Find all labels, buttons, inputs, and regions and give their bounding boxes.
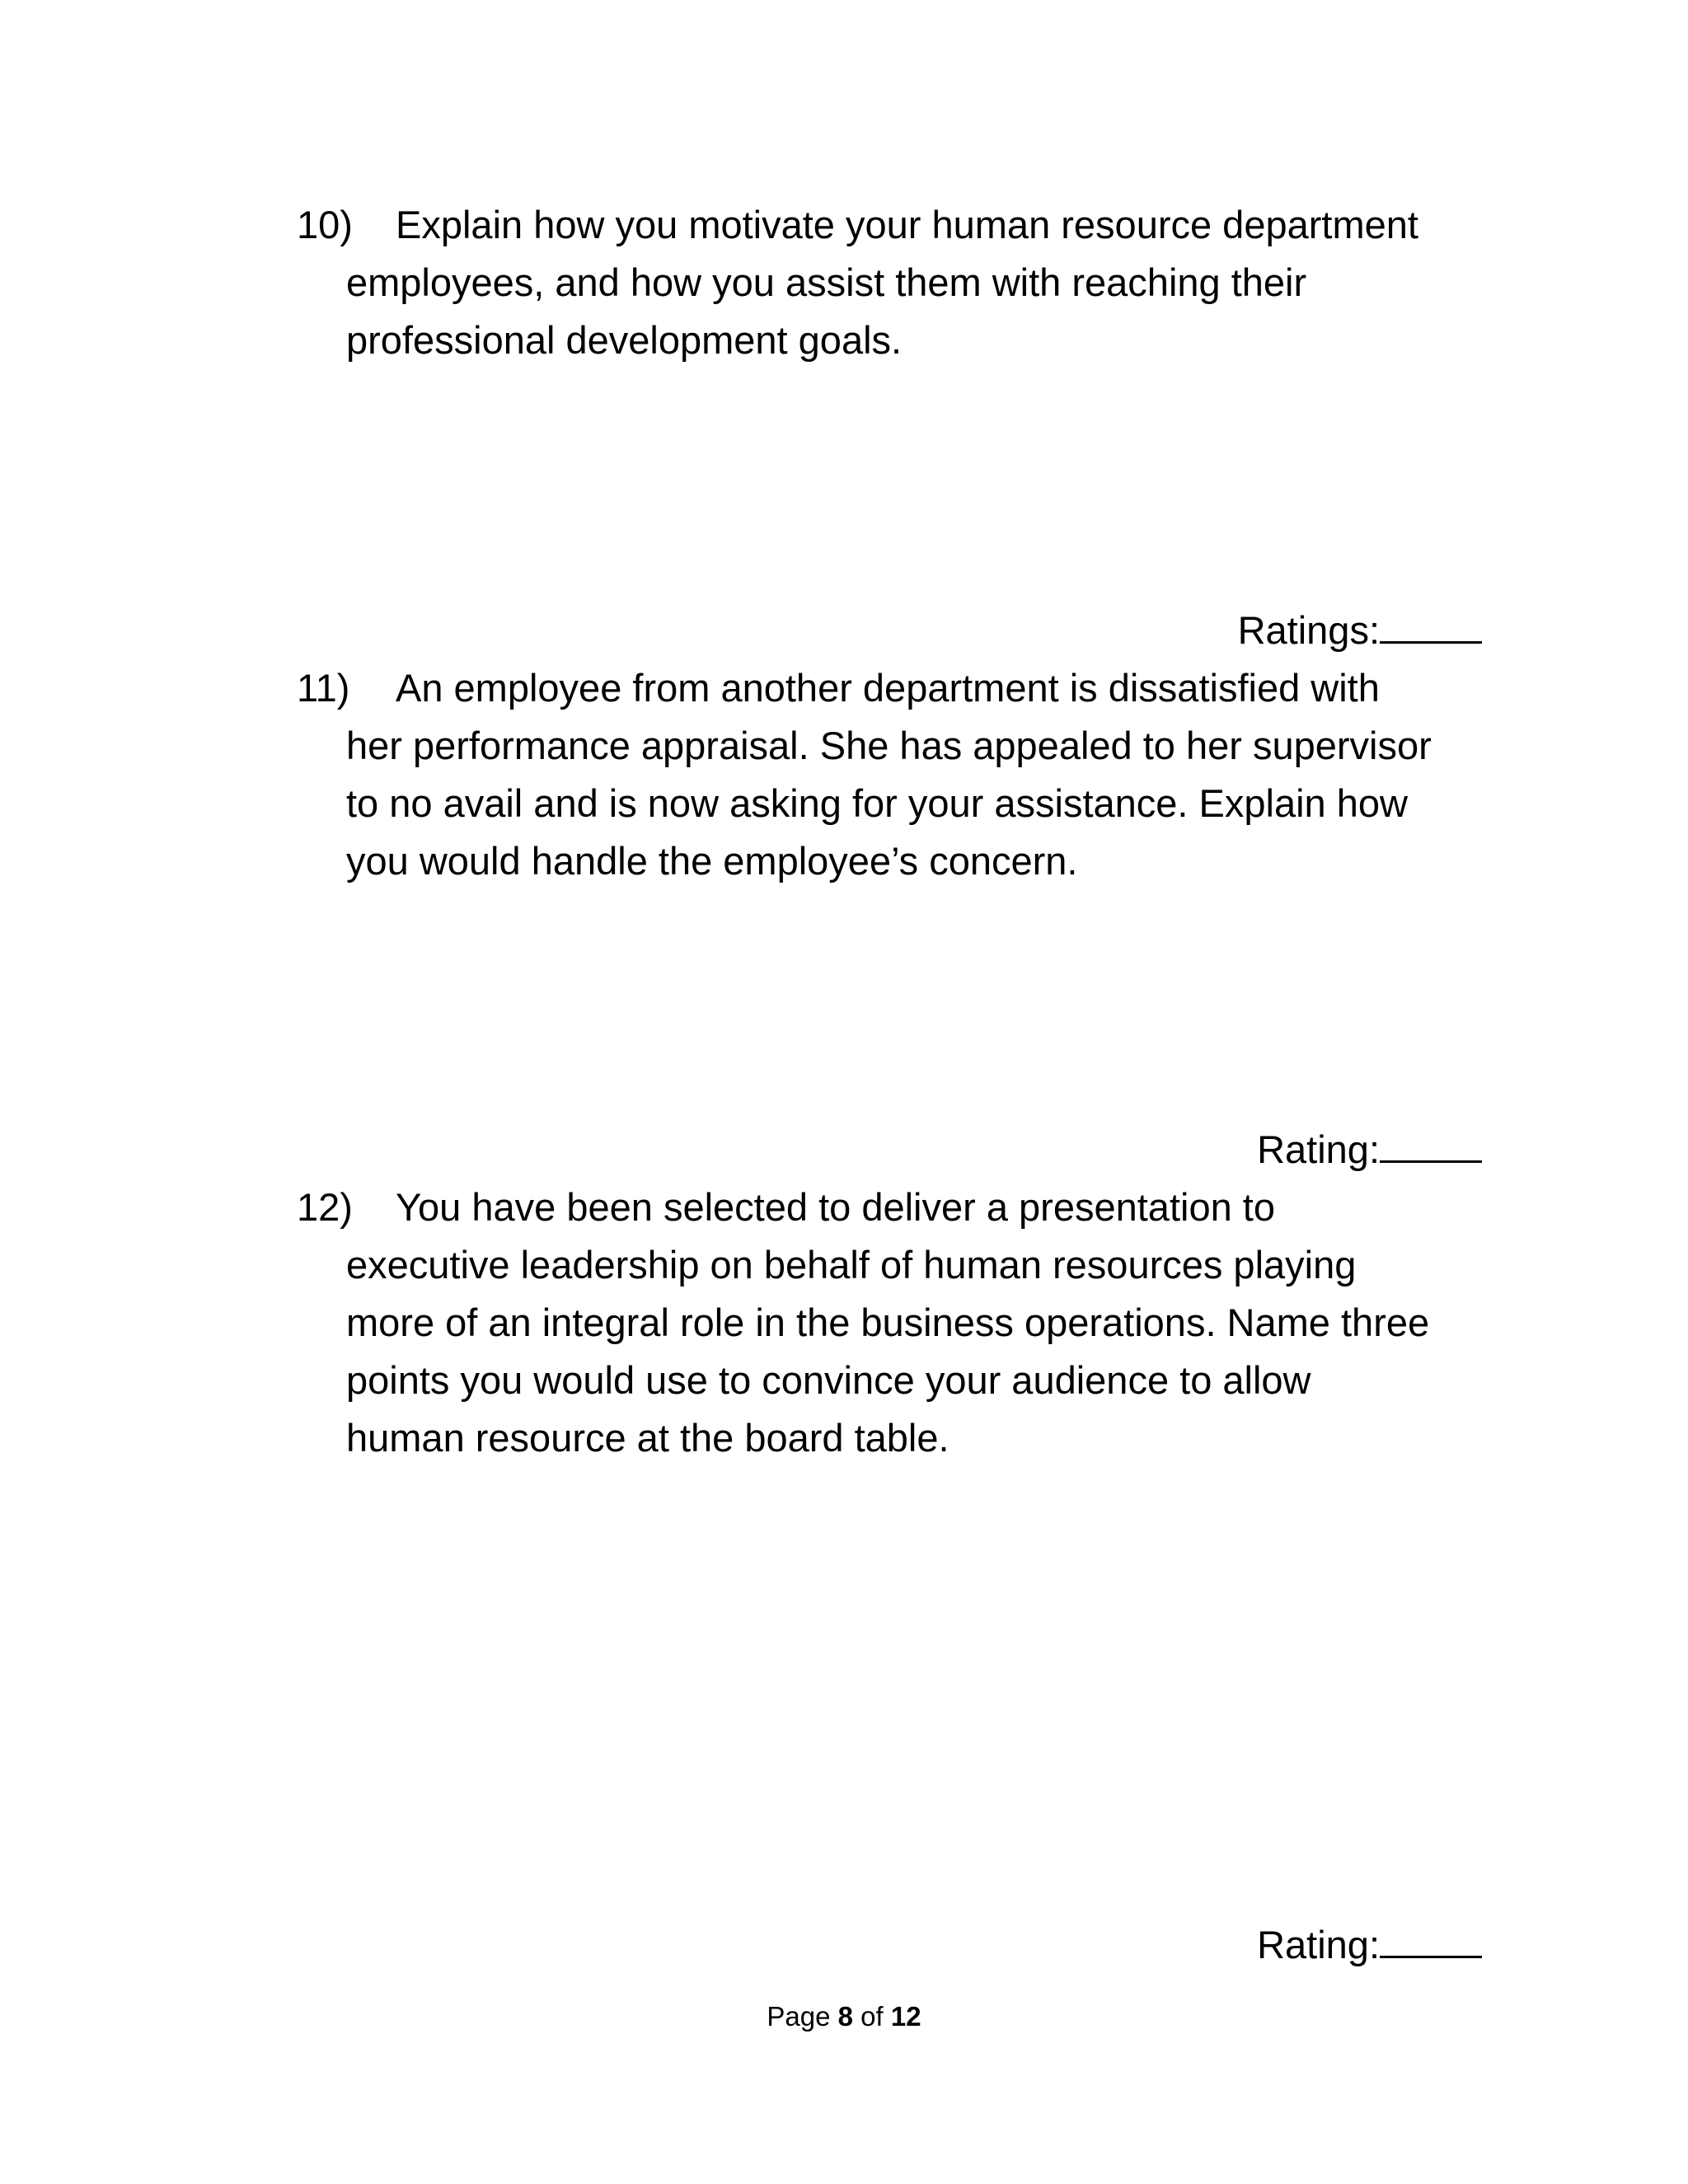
question-line (297, 196, 1500, 254)
rating-field-11[interactable] (1257, 1121, 1482, 1179)
question-text: human resource at the board table. (346, 1416, 950, 1460)
question-text: more of an integral role in the business operations. Name three (346, 1301, 1430, 1344)
rating-label: Rating: (1257, 1923, 1380, 1966)
rating-field-12[interactable] (1257, 1916, 1482, 1974)
question-12 (297, 1179, 1500, 1467)
question-text: to no avail and is now asking for your assistance. Explain how (346, 781, 1408, 825)
question-text: Explain how you motivate your human resource department (396, 203, 1418, 246)
question-text: her performance appraisal. She has appealed to her supervisor (346, 724, 1432, 767)
rating-blank[interactable] (1380, 1124, 1482, 1163)
rating-label: Ratings: (1237, 608, 1380, 652)
question-text: professional development goals. (346, 318, 903, 362)
rating-label: Rating: (1257, 1127, 1380, 1171)
rating-field-10[interactable] (1238, 602, 1482, 659)
rating-blank[interactable] (1380, 605, 1482, 644)
question-text: employees, and how you assist them with reaching their (346, 260, 1307, 304)
question-number: 10) (297, 203, 353, 246)
question-11 (297, 659, 1500, 890)
rating-blank[interactable] (1380, 1919, 1482, 1958)
question-number: 11) (297, 666, 350, 710)
total-pages-number: 12 (890, 2001, 921, 2032)
of-word: of (860, 2001, 884, 2032)
question-line (297, 1179, 1500, 1236)
question-10 (297, 196, 1500, 369)
question-text: executive leadership on behalf of human resources playing (346, 1243, 1357, 1286)
current-page-number: 8 (837, 2001, 853, 2032)
question-text: you would handle the employee’s concern. (346, 839, 1078, 883)
question-number: 12) (297, 1185, 353, 1229)
question-text: You have been selected to deliver a presentation to (396, 1185, 1275, 1229)
page-footer (0, 1999, 1688, 2035)
question-text: points you would use to convince your audience to allow (346, 1358, 1311, 1402)
page-word: Page (767, 2001, 831, 2032)
question-line (297, 659, 1500, 717)
question-text: An employee from another department is dissatisfied with (396, 666, 1380, 710)
